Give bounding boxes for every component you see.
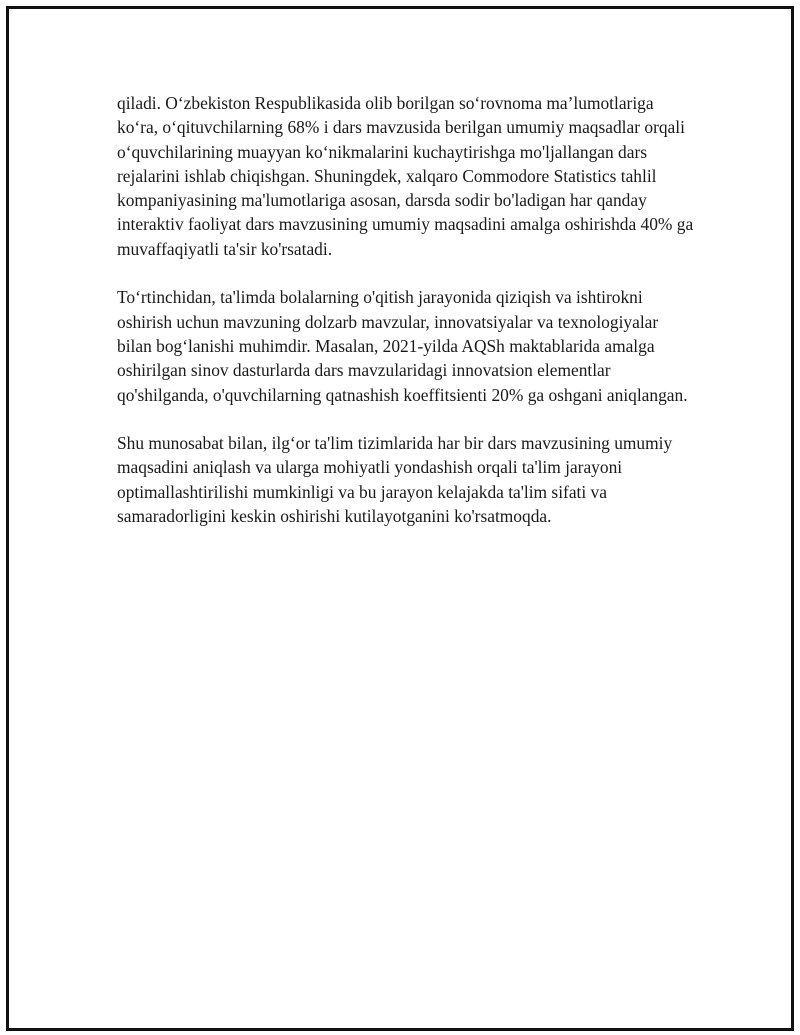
- document-body: [117, 91, 697, 553]
- paragraph-fourth-point: To‘rtinchidan, ta'limda bolalarning o'qitish jarayonida qiziqish va ishtirokni oshirish uchun mavzuning dolzarb mavzular, innovatsiyalar va texnologiyalar bilan bog‘lanishi muhimdir. Masalan, 2021-yilda AQSh maktablarida amalga oshirilgan sinov dasturlarda dars mavzularidagi innovatsion elementlar qo'shilganda, o'quvchilarning qatnashish koeffitsienti 20% ga oshgani aniqlangan.: [117, 287, 688, 405]
- paragraph-statistics: qiladi. O‘zbekiston Respublikasida olib borilgan so‘rovnoma ma’lumotlariga ko‘ra, o‘qituvchilarning 68% i dars mavzusida berilgan umumiy maqsadlar orqali o‘quvchilarining muayyan ko‘nikmalarini kuchaytirishga mo'ljallangan dars rejalarini ishlab chiqishgan. Shuningdek, xalqaro Commodore Statistics tahlil kompaniyasining ma'lumotlariga asosan, darsda sodir bo'ladigan har qanday interaktiv faoliyat dars mavzusining umumiy maqsadini amalga oshirishda 40% ga muvaffaqiyatli ta'sir ko'rsatadi.: [117, 93, 694, 259]
- paragraph-conclusion: Shu munosabat bilan, ilg‘or ta'lim tizimlarida har bir dars mavzusining umumiy maqsadini aniqlash va ularga mohiyatli yondashish orqali ta'lim jarayoni optimallashtirilishi mumkinligi va bu jarayon kelajakda ta'lim sifati va samaradorligini keskin oshirishi kutilayotganini ko'rsatmoqda.: [117, 433, 673, 527]
